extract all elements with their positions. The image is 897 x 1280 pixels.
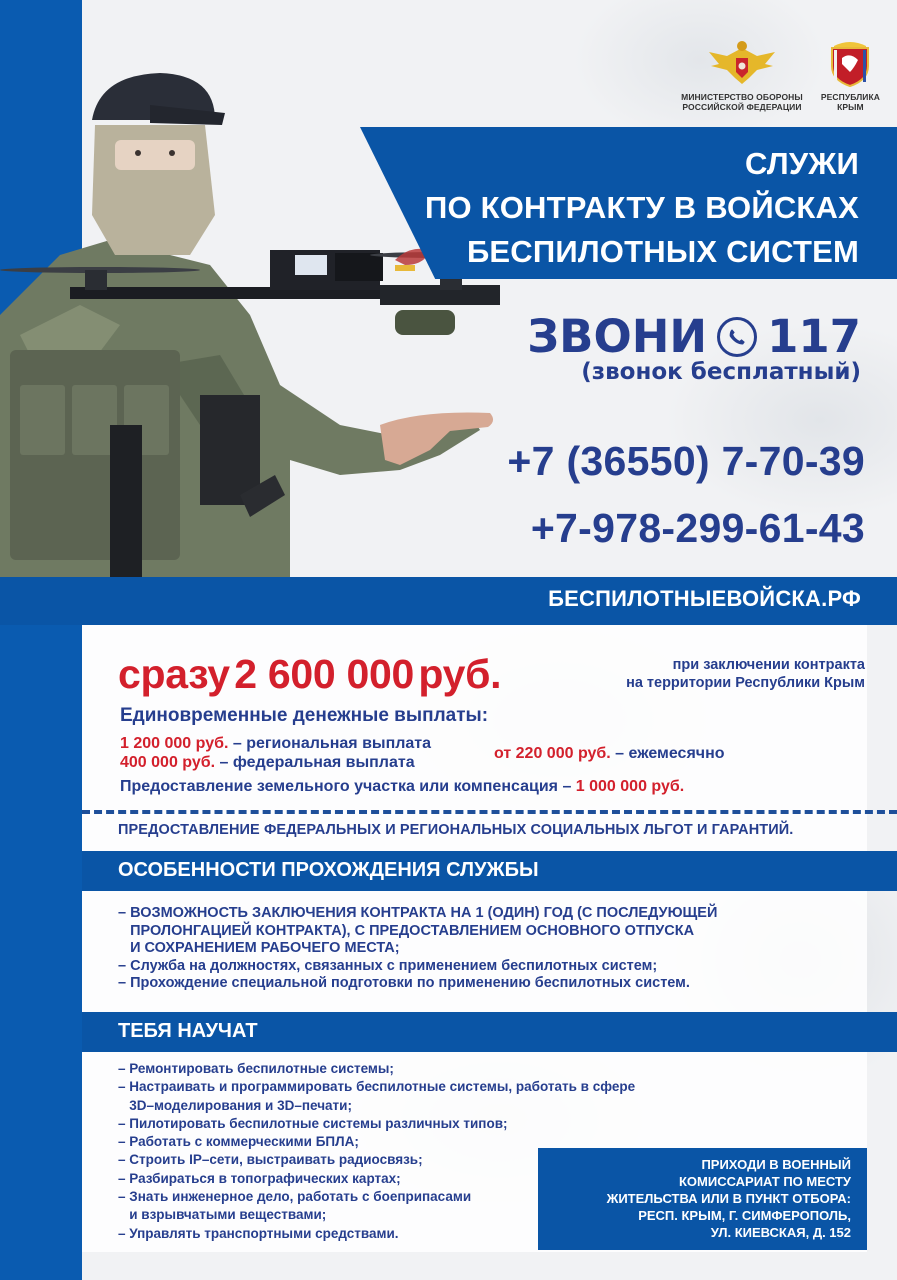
list-item: – Строить IP–сети, выстраивать радиосвязь;	[118, 1152, 423, 1168]
logos-group	[640, 38, 880, 118]
logo-text-line: КРЫМ	[837, 102, 864, 112]
list-item: – Разбираться в топографических картах;	[118, 1170, 401, 1186]
headline-line: ПО КОНТРАКТУ В ВОЙСКАХ	[424, 190, 859, 225]
monthly-label: – ежемесячно	[610, 745, 725, 762]
crimea-coat-of-arms-icon	[828, 38, 872, 88]
regional-payment	[120, 735, 431, 753]
list-item: – Работать с коммерческими БПЛА;	[118, 1134, 359, 1150]
list-item: – Служба на должностях, связанных с применением беспилотных систем;	[118, 957, 658, 974]
service-features-title: ОСОБЕННОСТИ ПРОХОЖДЕНИЯ СЛУЖБЫ	[118, 859, 539, 881]
call-label: ЗВОНИ	[527, 310, 708, 363]
dashed-divider	[82, 810, 897, 814]
double-headed-eagle-emblem-icon	[707, 38, 777, 88]
social-benefits-line: ПРЕДОСТАВЛЕНИЕ ФЕДЕРАЛЬНЫХ И РЕГИОНАЛЬНЫХ СОЦИАЛЬНЫХ ЛЬГОТ И ГАРАНТИЙ.	[118, 822, 794, 838]
federal-label: – федеральная выплата	[215, 754, 415, 771]
land-compensation	[120, 778, 684, 796]
monthly-payment	[494, 745, 725, 763]
monthly-amount: от 220 000 руб.	[494, 745, 611, 762]
list-item: – Ремонтировать беспилотные системы;	[118, 1061, 394, 1076]
logo-text-line: МИНИСТЕРСТВО ОБОРОНЫ	[681, 92, 803, 102]
bonus-note-line: при заключении контракта	[672, 657, 865, 673]
list-item: И СОХРАНЕНИЕМ РАБОЧЕГО МЕСТА;	[118, 940, 400, 956]
service-features-list	[118, 905, 717, 993]
republic-of-crimea-logo	[821, 38, 880, 118]
training-title: ТЕБЯ НАУЧАТ	[118, 1020, 258, 1042]
phone-number-landline[interactable]: +7 (36550) 7-70-39	[507, 438, 865, 484]
regional-amount: 1 200 000 руб.	[120, 735, 229, 752]
cta-line: ЖИТЕЛЬСТВА ИЛИ В ПУНКТ ОТБОРА:	[606, 1191, 851, 1206]
federal-payment	[120, 754, 415, 772]
cta-address-line: РЕСП. КРЫМ, Г. СИМФЕРОПОЛЬ,	[638, 1208, 851, 1223]
list-item: – Настраивать и программировать беспилотные системы, работать в сфере	[118, 1079, 636, 1095]
logo-text-line: РОССИЙСКОЙ ФЕДЕРАЦИИ	[682, 102, 802, 112]
cta-line: ПРИХОДИ В ВОЕННЫЙ	[701, 1157, 851, 1172]
headline-line: БЕСПИЛОТНЫХ СИСТЕМ	[466, 234, 859, 269]
list-item: – ВОЗМОЖНОСТЬ ЗАКЛЮЧЕНИЯ КОНТРАКТА НА 1 (ОДИН) ГОД (С ПОСЛЕДУЮЩЕЙ	[118, 905, 718, 921]
call-hotline[interactable]	[527, 310, 861, 363]
list-item: и взрывчатыми веществами;	[118, 1207, 327, 1223]
list-item: – Пилотировать беспилотные системы различных типов;	[118, 1115, 508, 1131]
bonus-note	[626, 656, 865, 692]
list-item: – Знать инженерное дело, работать с боеприпасами	[118, 1189, 472, 1205]
list-item: 3D–моделирования и 3D–печати;	[118, 1097, 352, 1113]
payments-title: Единовременные денежные выплаты:	[120, 705, 489, 726]
call-block	[527, 310, 861, 385]
website-link[interactable]: БЕСПИЛОТНЫЕВОЙСКА.РФ	[548, 586, 861, 611]
list-item: – Управлять транспортными средствами.	[118, 1225, 399, 1241]
bonus-amount: 2 600 000	[234, 651, 414, 697]
ministry-of-defence-logo	[681, 38, 803, 118]
bonus-currency: руб.	[418, 651, 502, 697]
cta-address-line: УЛ. КИЕВСКАЯ, Д. 152	[710, 1225, 851, 1240]
recruitment-office-cta	[538, 1148, 867, 1250]
call-number: 117	[767, 310, 861, 363]
list-item: ПРОЛОНГАЦИЕЙ КОНТРАКТА), С ПРЕДОСТАВЛЕНИЕМ ОСНОВНОГО ОТПУСКА	[118, 922, 695, 939]
headline	[425, 142, 859, 274]
bonus-note-line: на территории Республики Крым	[626, 675, 865, 691]
federal-amount: 400 000 руб.	[120, 754, 216, 771]
phone-number-mobile[interactable]: +7-978-299-61-43	[530, 505, 865, 551]
phone-icon	[717, 317, 757, 357]
logo-text-line: РЕСПУБЛИКА	[820, 92, 880, 102]
land-text: Предоставление земельного участка или компенсация –	[120, 778, 576, 795]
headline-line: СЛУЖИ	[745, 146, 859, 181]
list-item: – Прохождение специальной подготовки по применению беспилотных систем.	[118, 975, 690, 991]
regional-label: – региональная выплата	[228, 735, 432, 752]
land-amount: 1 000 000 руб.	[575, 778, 685, 795]
bonus-prefix: сразу	[118, 651, 230, 697]
call-free-note: (звонок бесплатный)	[581, 359, 861, 385]
cta-line: КОМИССАРИАТ ПО МЕСТУ	[678, 1174, 851, 1189]
